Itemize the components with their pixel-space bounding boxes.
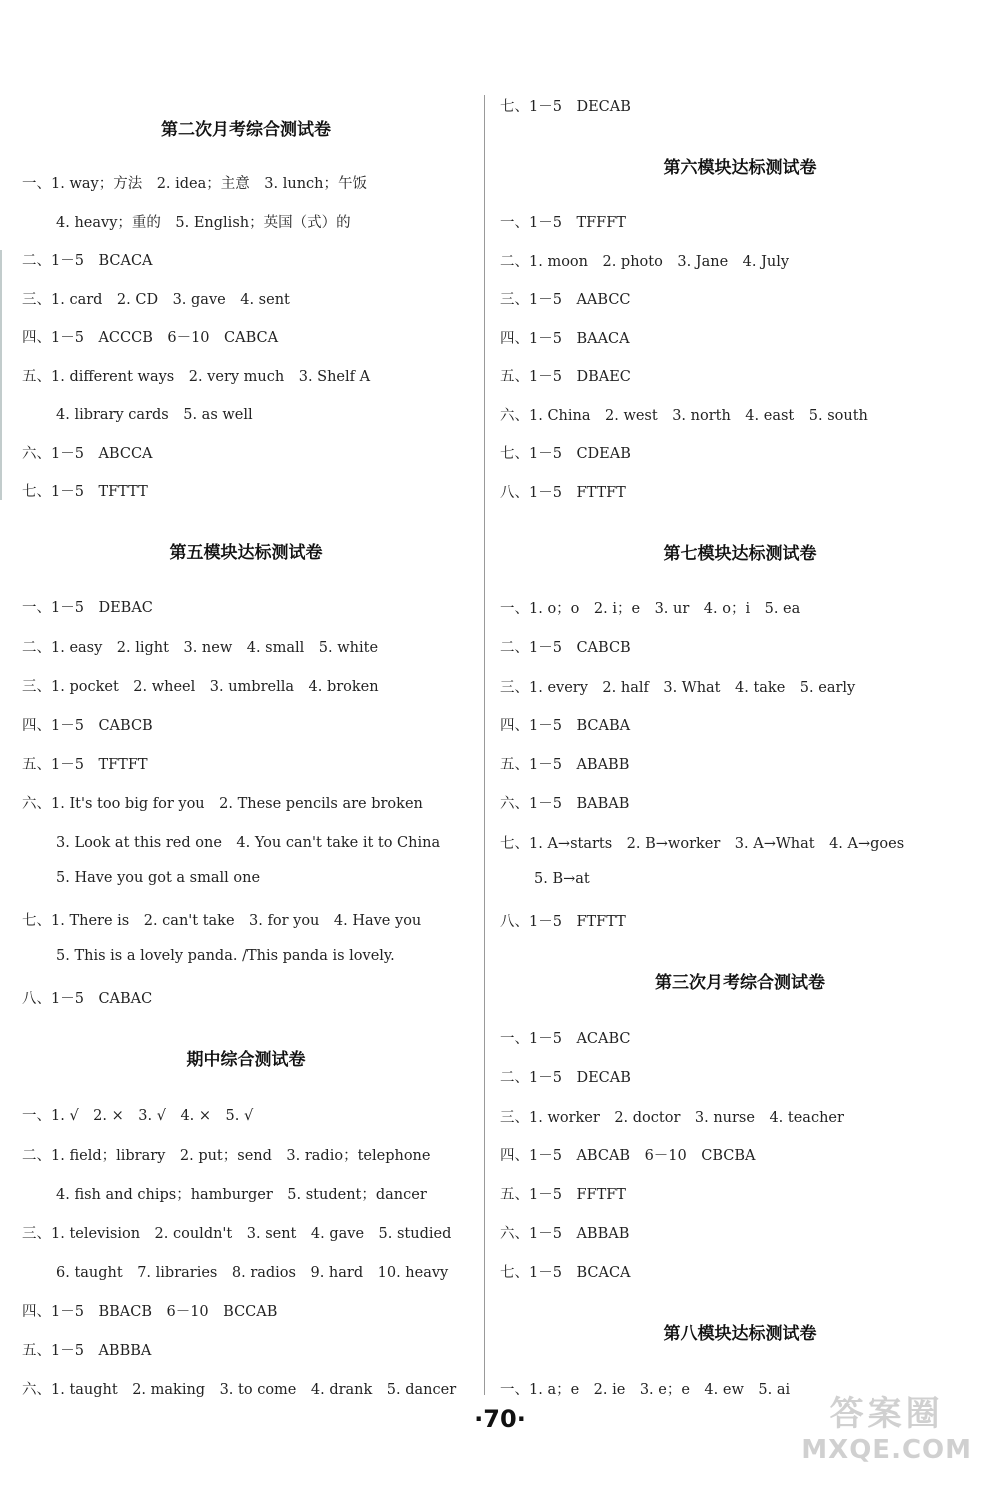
answer-line: 二、1－5 CABCB — [500, 640, 631, 656]
answer-line: 二、1. easy 2. light 3. new 4. small 5. white — [22, 640, 379, 656]
answer-line: 八、1－5 FTFTT — [500, 914, 626, 930]
watermark-en: MXQE.COM — [801, 1435, 972, 1465]
answer-line: 二、1－5 BCACA — [22, 253, 153, 269]
answer-line: 一、1－5 DEBAC — [22, 600, 153, 616]
answer-line: 二、1. moon 2. photo 3. Jane 4. July — [500, 254, 790, 270]
watermark — [801, 1386, 972, 1465]
answer-line: 三、1. card 2. CD 3. gave 4. sent — [22, 292, 290, 308]
answer-line: 八、1－5 FTTFT — [500, 485, 626, 501]
answer-line: 五、1－5 ABBBA — [22, 1343, 152, 1359]
answer-line: 三、1. worker 2. doctor 3. nurse 4. teacher — [500, 1110, 844, 1126]
section-title: 第八模块达标测试卷 — [663, 1324, 817, 1344]
answer-line: 四、1－5 BAACA — [500, 331, 630, 347]
answer-line: 二、1－5 DECAB — [500, 1070, 631, 1086]
answer-line: 六、1－5 ABBAB — [500, 1226, 630, 1242]
answer-line: 三、1. pocket 2. wheel 3. umbrella 4. broken — [22, 679, 379, 695]
answer-line: 七、1－5 CDEAB — [500, 446, 631, 462]
answer-line: 4. heavy；重的 5. English；英国（式）的 — [56, 215, 351, 231]
answer-line: 一、1－5 ACABC — [500, 1031, 631, 1047]
page-number: ·70· — [474, 1405, 526, 1433]
answer-line: 七、1－5 DECAB — [500, 99, 631, 115]
answer-line: 6. taught 7. libraries 8. radios 9. hard 10. heavy — [56, 1265, 449, 1281]
answer-line: 四、1－5 ABCAB 6－10 CBCBA — [500, 1148, 756, 1164]
answer-line: 六、1. China 2. west 3. north 4. east 5. south — [500, 408, 868, 424]
answer-line: 一、1－5 TFFFT — [500, 215, 626, 231]
answer-line: 四、1－5 BBACB 6－10 BCCAB — [22, 1304, 278, 1320]
answer-line: 一、1. o；o 2. i；e 3. ur 4. o；i 5. ea — [500, 601, 801, 617]
answer-line: 六、1－5 BABAB — [500, 796, 630, 812]
answer-line: 六、1. taught 2. making 3. to come 4. drank 5. dancer — [22, 1382, 457, 1398]
answer-line: 一、1. a；e 2. ie 3. e；e 4. ew 5. ai — [500, 1382, 791, 1398]
section-title: 期中综合测试卷 — [186, 1050, 306, 1070]
answer-line: 5. B→at — [534, 871, 590, 887]
section-title: 第二次月考综合测试卷 — [161, 120, 331, 140]
section-title: 第三次月考综合测试卷 — [655, 973, 825, 993]
answer-line: 5. This is a lovely panda. /This panda is lovely. — [56, 948, 395, 964]
answer-line: 七、1. There is 2. can't take 3. for you 4. Have you — [22, 913, 422, 929]
answer-line: 一、1. √ 2. × 3. √ 4. × 5. √ — [22, 1108, 254, 1124]
answer-line: 三、1. every 2. half 3. What 4. take 5. early — [500, 680, 856, 696]
answer-line: 五、1－5 ABABB — [500, 757, 630, 773]
answer-line: 七、1－5 TFTTT — [22, 484, 148, 500]
column-divider — [484, 95, 485, 1395]
section-title: 第六模块达标测试卷 — [663, 158, 817, 178]
answer-line: 五、1－5 DBAEC — [500, 369, 631, 385]
section-title: 第五模块达标测试卷 — [169, 543, 323, 563]
answer-line: 3. Look at this red one 4. You can't take it to China — [56, 835, 441, 851]
answer-line: 五、1－5 TFTFT — [22, 757, 148, 773]
answer-line: 三、1－5 AABCC — [500, 292, 631, 308]
answer-line: 五、1. different ways 2. very much 3. Shelf A — [22, 369, 371, 385]
binding-edge-marks — [0, 250, 6, 500]
answer-line: 四、1－5 ACCCB 6－10 CABCA — [22, 330, 279, 346]
answer-line: 四、1－5 CABCB — [22, 718, 153, 734]
answer-line: 四、1－5 BCABA — [500, 718, 631, 734]
answer-line: 4. library cards 5. as well — [56, 407, 253, 423]
answer-line: 七、1. A→starts 2. B→worker 3. A→What 4. A→goes — [500, 836, 905, 852]
answer-line: 一、1. way；方法 2. idea；主意 3. lunch；午饭 — [22, 176, 367, 192]
answer-line: 二、1. field；library 2. put；send 3. radio；telephone — [22, 1148, 431, 1164]
answer-line: 六、1. It's too big for you 2. These pencils are broken — [22, 796, 423, 812]
answer-line: 三、1. television 2. couldn't 3. sent 4. gave 5. studied — [22, 1226, 452, 1242]
answer-line: 4. fish and chips；hamburger 5. student；dancer — [56, 1187, 427, 1203]
answer-line: 五、1－5 FFTFT — [500, 1187, 626, 1203]
watermark-cn: 答案圈 — [829, 1394, 944, 1434]
answer-line: 六、1－5 ABCCA — [22, 446, 153, 462]
answer-line: 七、1－5 BCACA — [500, 1265, 631, 1281]
answer-line: 5. Have you got a small one — [56, 870, 261, 886]
answer-line: 八、1－5 CABAC — [22, 991, 153, 1007]
section-title: 第七模块达标测试卷 — [663, 544, 817, 564]
